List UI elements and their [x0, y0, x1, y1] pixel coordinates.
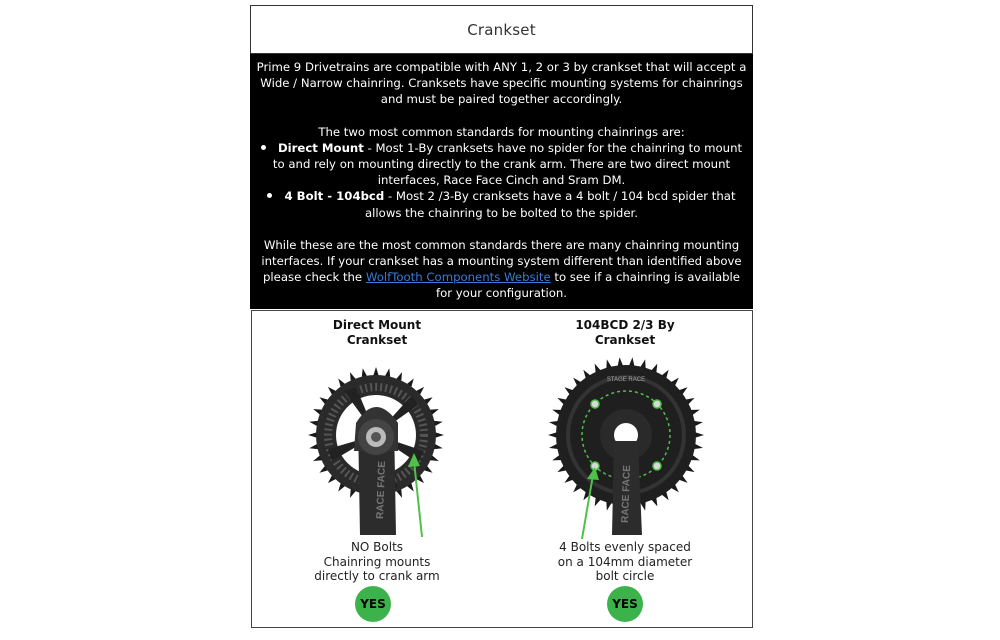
yes-badge: YES — [355, 586, 391, 622]
direct-mount-title: Direct Mount Crankset — [332, 318, 422, 347]
yes-badge: YES — [607, 586, 643, 622]
standards-lead: The two most common standards for mounting chainrings are: — [318, 124, 685, 139]
standard-term: Direct Mount — [277, 140, 364, 155]
bcd-title: 104BCD 2/3 By Crankset — [575, 318, 675, 347]
bcd-column — [500, 311, 750, 627]
direct-mount-column — [252, 311, 502, 627]
arm-text: RACE FACE — [375, 460, 389, 520]
ring-text: STAGE RACE — [606, 377, 646, 383]
crankset-comparison — [251, 310, 753, 628]
bullet-icon — [261, 145, 266, 150]
intro-text: Prime 9 Drivetrains are compatible with ANY 1, 2 or 3 by crankset that will accept a Wide / Narrow chainring. Cranksets have specific mounting systems for chainrings and must be paired together accordingly. — [256, 60, 747, 107]
info-box — [250, 54, 753, 309]
section-title-panel — [250, 5, 753, 54]
bcd-caption: 4 Bolts evenly spaced on a 104mm diameter bolt circle — [557, 540, 693, 583]
standard-term: 4 Bolt - 104bcd — [284, 189, 385, 204]
wolftooth-link[interactable]: WolfTooth Components Website — [365, 270, 551, 285]
standard-desc: - Most 2 /3-By cranksets have a 4 bolt / 104 bcd spider that allows the chainring to be bolted to the spider. — [365, 189, 736, 220]
arm-text: RACE FACE — [620, 464, 634, 524]
list-item — [256, 188, 747, 220]
bullet-icon — [267, 193, 272, 198]
direct-mount-crankset-image — [252, 351, 502, 551]
standards-list — [256, 140, 747, 221]
list-item — [256, 140, 747, 189]
standard-desc: - Most 1-By cranksets have no spider for the chainring to mount to and rely on mounting directly to the crank arm. There are two direct mount interfaces, Race Face Cinch and Sram DM. — [272, 140, 743, 188]
section-title: Crankset — [467, 20, 536, 39]
bcd-crankset-image — [500, 351, 750, 551]
outro-text: While these are the most common standards there are many chainring mounting interfaces. If your crankset has a mounting system different than identified above please check the WolfTooth Components Website to see if a chainring is available for your configuration. — [261, 237, 742, 301]
direct-mount-caption: NO Bolts Chainring mounts directly to crank arm — [314, 540, 440, 583]
